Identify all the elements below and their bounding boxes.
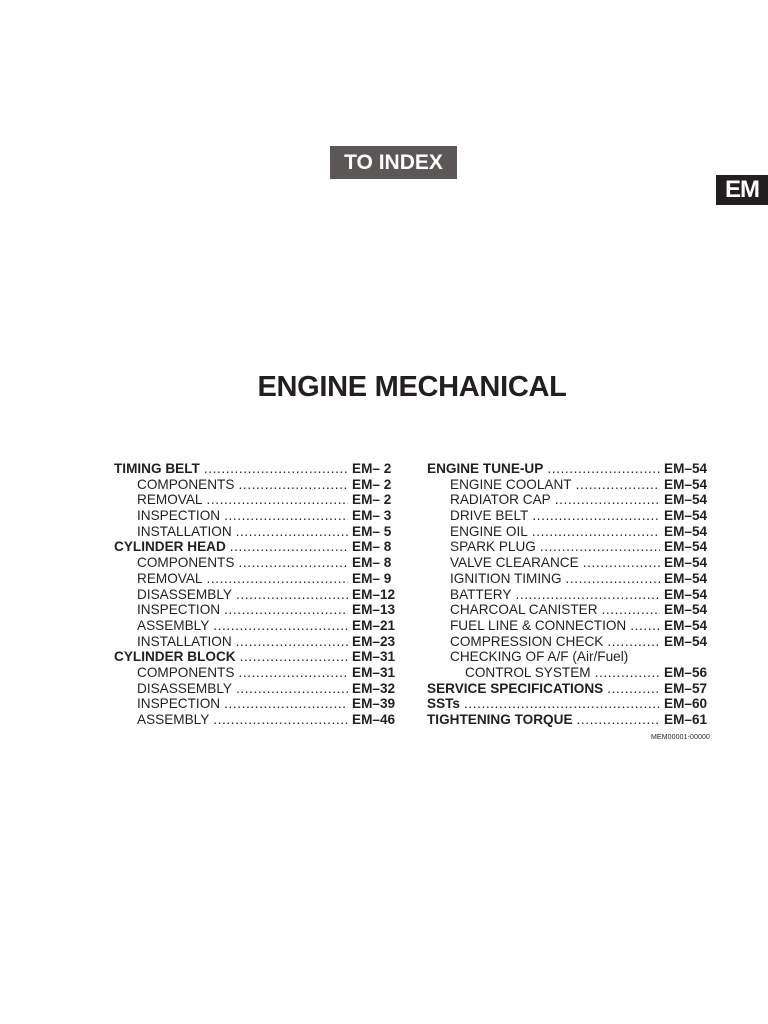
toc-dot-leader <box>238 665 348 681</box>
toc-entry-page: EM–54 <box>664 461 708 476</box>
toc-entry-installation[interactable] <box>114 524 398 540</box>
toc-entry-label: REMOVAL <box>137 570 203 586</box>
toc-entry-service-specifications[interactable] <box>427 681 710 697</box>
toc-entry-page: EM–32 <box>352 680 396 696</box>
toc-entry-spark-plug[interactable] <box>427 539 710 555</box>
toc-dot-leader <box>238 477 348 493</box>
toc-dot-leader <box>566 571 660 587</box>
toc-entry-valve-clearance[interactable] <box>427 555 710 571</box>
toc-right-column <box>427 461 710 728</box>
toc-entry-cylinder-head[interactable] <box>114 539 398 555</box>
toc-dot-leader <box>595 665 660 681</box>
toc-dot-leader <box>236 634 348 650</box>
toc-entry-page: EM–54 <box>664 586 708 602</box>
toc-dot-leader <box>213 618 348 634</box>
toc-entry-removal[interactable] <box>114 492 398 508</box>
toc-dot-leader <box>607 634 660 650</box>
toc-entry-label: INSPECTION <box>137 696 221 712</box>
toc-dot-leader <box>464 696 660 712</box>
toc-entry-page: EM–60 <box>664 696 708 712</box>
toc-entry-page: EM–23 <box>352 633 396 649</box>
toc-entry-engine-tune-up[interactable] <box>427 461 710 477</box>
toc-entry-label: SPARK PLUG <box>450 539 536 555</box>
toc-dot-leader <box>236 587 348 603</box>
toc-entry-page: EM–54 <box>664 633 708 649</box>
toc-entry-label: ENGINE TUNE-UP <box>427 461 544 476</box>
toc-entry-label: TIMING BELT <box>114 461 200 476</box>
toc-entry-label: CHECKING OF A/F (Air/Fuel) <box>450 649 629 665</box>
toc-entry-installation[interactable] <box>114 634 398 650</box>
toc-entry-page: EM–31 <box>352 649 396 665</box>
toc-entry-page: EM–61 <box>664 712 708 727</box>
toc-dot-leader <box>224 602 348 618</box>
toc-entry-disassembly[interactable] <box>114 587 398 603</box>
toc-dot-leader <box>547 461 660 477</box>
toc-entry-page: EM–54 <box>664 476 708 492</box>
toc-entry-radiator-cap[interactable] <box>427 492 710 508</box>
toc-entry-page: EM–54 <box>664 617 708 633</box>
toc-dot-leader <box>240 649 348 665</box>
toc-entry-label: FUEL LINE & CONNECTION <box>450 617 627 633</box>
toc-entry-disassembly[interactable] <box>114 681 398 697</box>
toc-dot-leader <box>532 524 660 540</box>
toc-dot-leader <box>607 681 660 697</box>
toc-entry-page: EM–13 <box>352 602 396 618</box>
toc-dot-leader <box>602 602 660 618</box>
toc-entry-page: EM– 8 <box>352 555 392 571</box>
toc-dot-leader <box>515 587 660 603</box>
toc-entry-label: DISASSEMBLY <box>137 586 232 602</box>
toc-dot-leader <box>224 508 348 524</box>
toc-dot-leader <box>555 492 660 508</box>
toc-entry-label: COMPONENTS <box>137 555 235 571</box>
toc-entry-inspection[interactable] <box>114 602 398 618</box>
toc-entry-label: CHARCOAL CANISTER <box>450 602 598 618</box>
toc-entry-assembly[interactable] <box>114 618 398 634</box>
toc-dot-leader <box>224 696 348 712</box>
toc-entry-label: CYLINDER BLOCK <box>114 649 236 665</box>
toc-entry-page: EM–54 <box>664 602 708 618</box>
toc-dot-leader <box>213 712 348 728</box>
toc-entry-assembly[interactable] <box>114 712 398 728</box>
toc-entry-ignition-timing[interactable] <box>427 571 710 587</box>
toc-dot-leader <box>236 524 348 540</box>
toc-entry-page: EM– 2 <box>352 492 392 508</box>
toc-entry-page: EM–54 <box>664 555 708 571</box>
toc-entry-label: IGNITION TIMING <box>450 570 562 586</box>
toc-entry-page: EM–31 <box>352 664 396 680</box>
toc-dot-leader <box>204 461 348 477</box>
toc-entry-page: EM–54 <box>664 570 708 586</box>
toc-dot-leader <box>576 477 660 493</box>
toc-entry-label: CYLINDER HEAD <box>114 539 226 555</box>
toc-entry-page: EM– 2 <box>352 461 392 476</box>
toc-dot-leader <box>238 555 348 571</box>
toc-entry-label: INSTALLATION <box>137 523 232 539</box>
toc-entry-label: INSPECTION <box>137 508 221 524</box>
toc-entry-label: TIGHTENING TORQUE <box>427 712 573 727</box>
toc-entry-label: INSPECTION <box>137 602 221 618</box>
toc-entry-charcoal-canister[interactable] <box>427 602 710 618</box>
toc-entry-label: REMOVAL <box>137 492 203 508</box>
toc-entry-engine-coolant[interactable] <box>427 477 710 493</box>
toc-entry-drive-belt[interactable] <box>427 508 710 524</box>
toc-entry-ssts[interactable] <box>427 696 710 712</box>
toc-entry-compression-check[interactable] <box>427 634 710 650</box>
toc-dot-leader <box>630 618 660 634</box>
toc-dot-leader <box>532 508 660 524</box>
toc-left-column <box>114 461 398 728</box>
toc-entry-battery[interactable] <box>427 587 710 603</box>
toc-entry-page: EM–57 <box>664 680 708 696</box>
toc-entry-cylinder-block[interactable] <box>114 649 398 665</box>
toc-entry-label: SERVICE SPECIFICATIONS <box>427 680 604 696</box>
toc-entry-label: DRIVE BELT <box>450 508 529 524</box>
toc-entry-inspection[interactable] <box>114 696 398 712</box>
toc-entry-label: INSTALLATION <box>137 633 232 649</box>
toc-dot-leader <box>540 539 660 555</box>
toc-entry-label: ASSEMBLY <box>137 617 210 633</box>
toc-entry-page: EM–54 <box>664 508 708 524</box>
toc-entry-page: EM– 9 <box>352 570 392 586</box>
toc-entry-label: VALVE CLEARANCE <box>450 555 579 571</box>
toc-entry-checking-of-a-f-air-fuel[interactable] <box>427 649 710 665</box>
document-code: MEM00001-00000 <box>651 734 710 741</box>
toc-entry-label: ENGINE COOLANT <box>450 476 572 492</box>
toc-entry-tightening-torque[interactable] <box>427 712 710 728</box>
toc-entry-timing-belt[interactable] <box>114 461 398 477</box>
toc-entry-components[interactable] <box>114 665 398 681</box>
toc-entry-label: COMPONENTS <box>137 476 235 492</box>
toc-entry-label: ENGINE OIL <box>450 523 528 539</box>
toc-entry-page: EM–54 <box>664 523 708 539</box>
toc-entry-page: EM–21 <box>352 617 396 633</box>
toc-entry-label: COMPONENTS <box>137 664 235 680</box>
toc-entry-page: EM–56 <box>664 664 708 680</box>
toc-dot-leader <box>577 712 660 728</box>
toc-entry-page: EM–12 <box>352 586 396 602</box>
toc-entry-page: EM– 8 <box>352 539 392 555</box>
toc-dot-leader <box>206 492 348 508</box>
toc-entry-page: EM–54 <box>664 492 708 508</box>
toc-entry-label: CONTROL SYSTEM <box>465 664 591 680</box>
toc-entry-control-system[interactable] <box>427 665 710 681</box>
toc-entry-inspection[interactable] <box>114 508 398 524</box>
toc-entry-page: EM–54 <box>664 539 708 555</box>
toc-entry-label: BATTERY <box>450 586 512 602</box>
toc-entry-label: ASSEMBLY <box>137 712 210 727</box>
toc-entry-page: EM–39 <box>352 696 396 712</box>
toc-entry-label: DISASSEMBLY <box>137 680 232 696</box>
toc-entry-label: RADIATOR CAP <box>450 492 551 508</box>
toc-entry-components[interactable] <box>114 477 398 493</box>
toc-entry-removal[interactable] <box>114 571 398 587</box>
toc-entry-label: COMPRESSION CHECK <box>450 633 604 649</box>
toc-entry-page: EM– 5 <box>352 523 392 539</box>
toc-dot-leader <box>583 555 660 571</box>
toc-dot-leader <box>206 571 348 587</box>
toc-entry-components[interactable] <box>114 555 398 571</box>
toc-entry-page: EM– 2 <box>352 476 392 492</box>
toc-entry-engine-oil[interactable] <box>427 524 710 540</box>
to-index-button[interactable]: TO INDEX <box>330 146 457 179</box>
page-title: ENGINE MECHANICAL <box>257 371 567 403</box>
section-tab-em: EM <box>716 175 768 205</box>
toc-dot-leader <box>230 539 348 555</box>
toc-entry-page: EM–46 <box>352 712 396 727</box>
toc-entry-label: SSTs <box>427 696 460 712</box>
toc-entry-page: EM– 3 <box>352 508 392 524</box>
toc-dot-leader <box>236 681 348 697</box>
toc-entry-fuel-line-connection[interactable] <box>427 618 710 634</box>
